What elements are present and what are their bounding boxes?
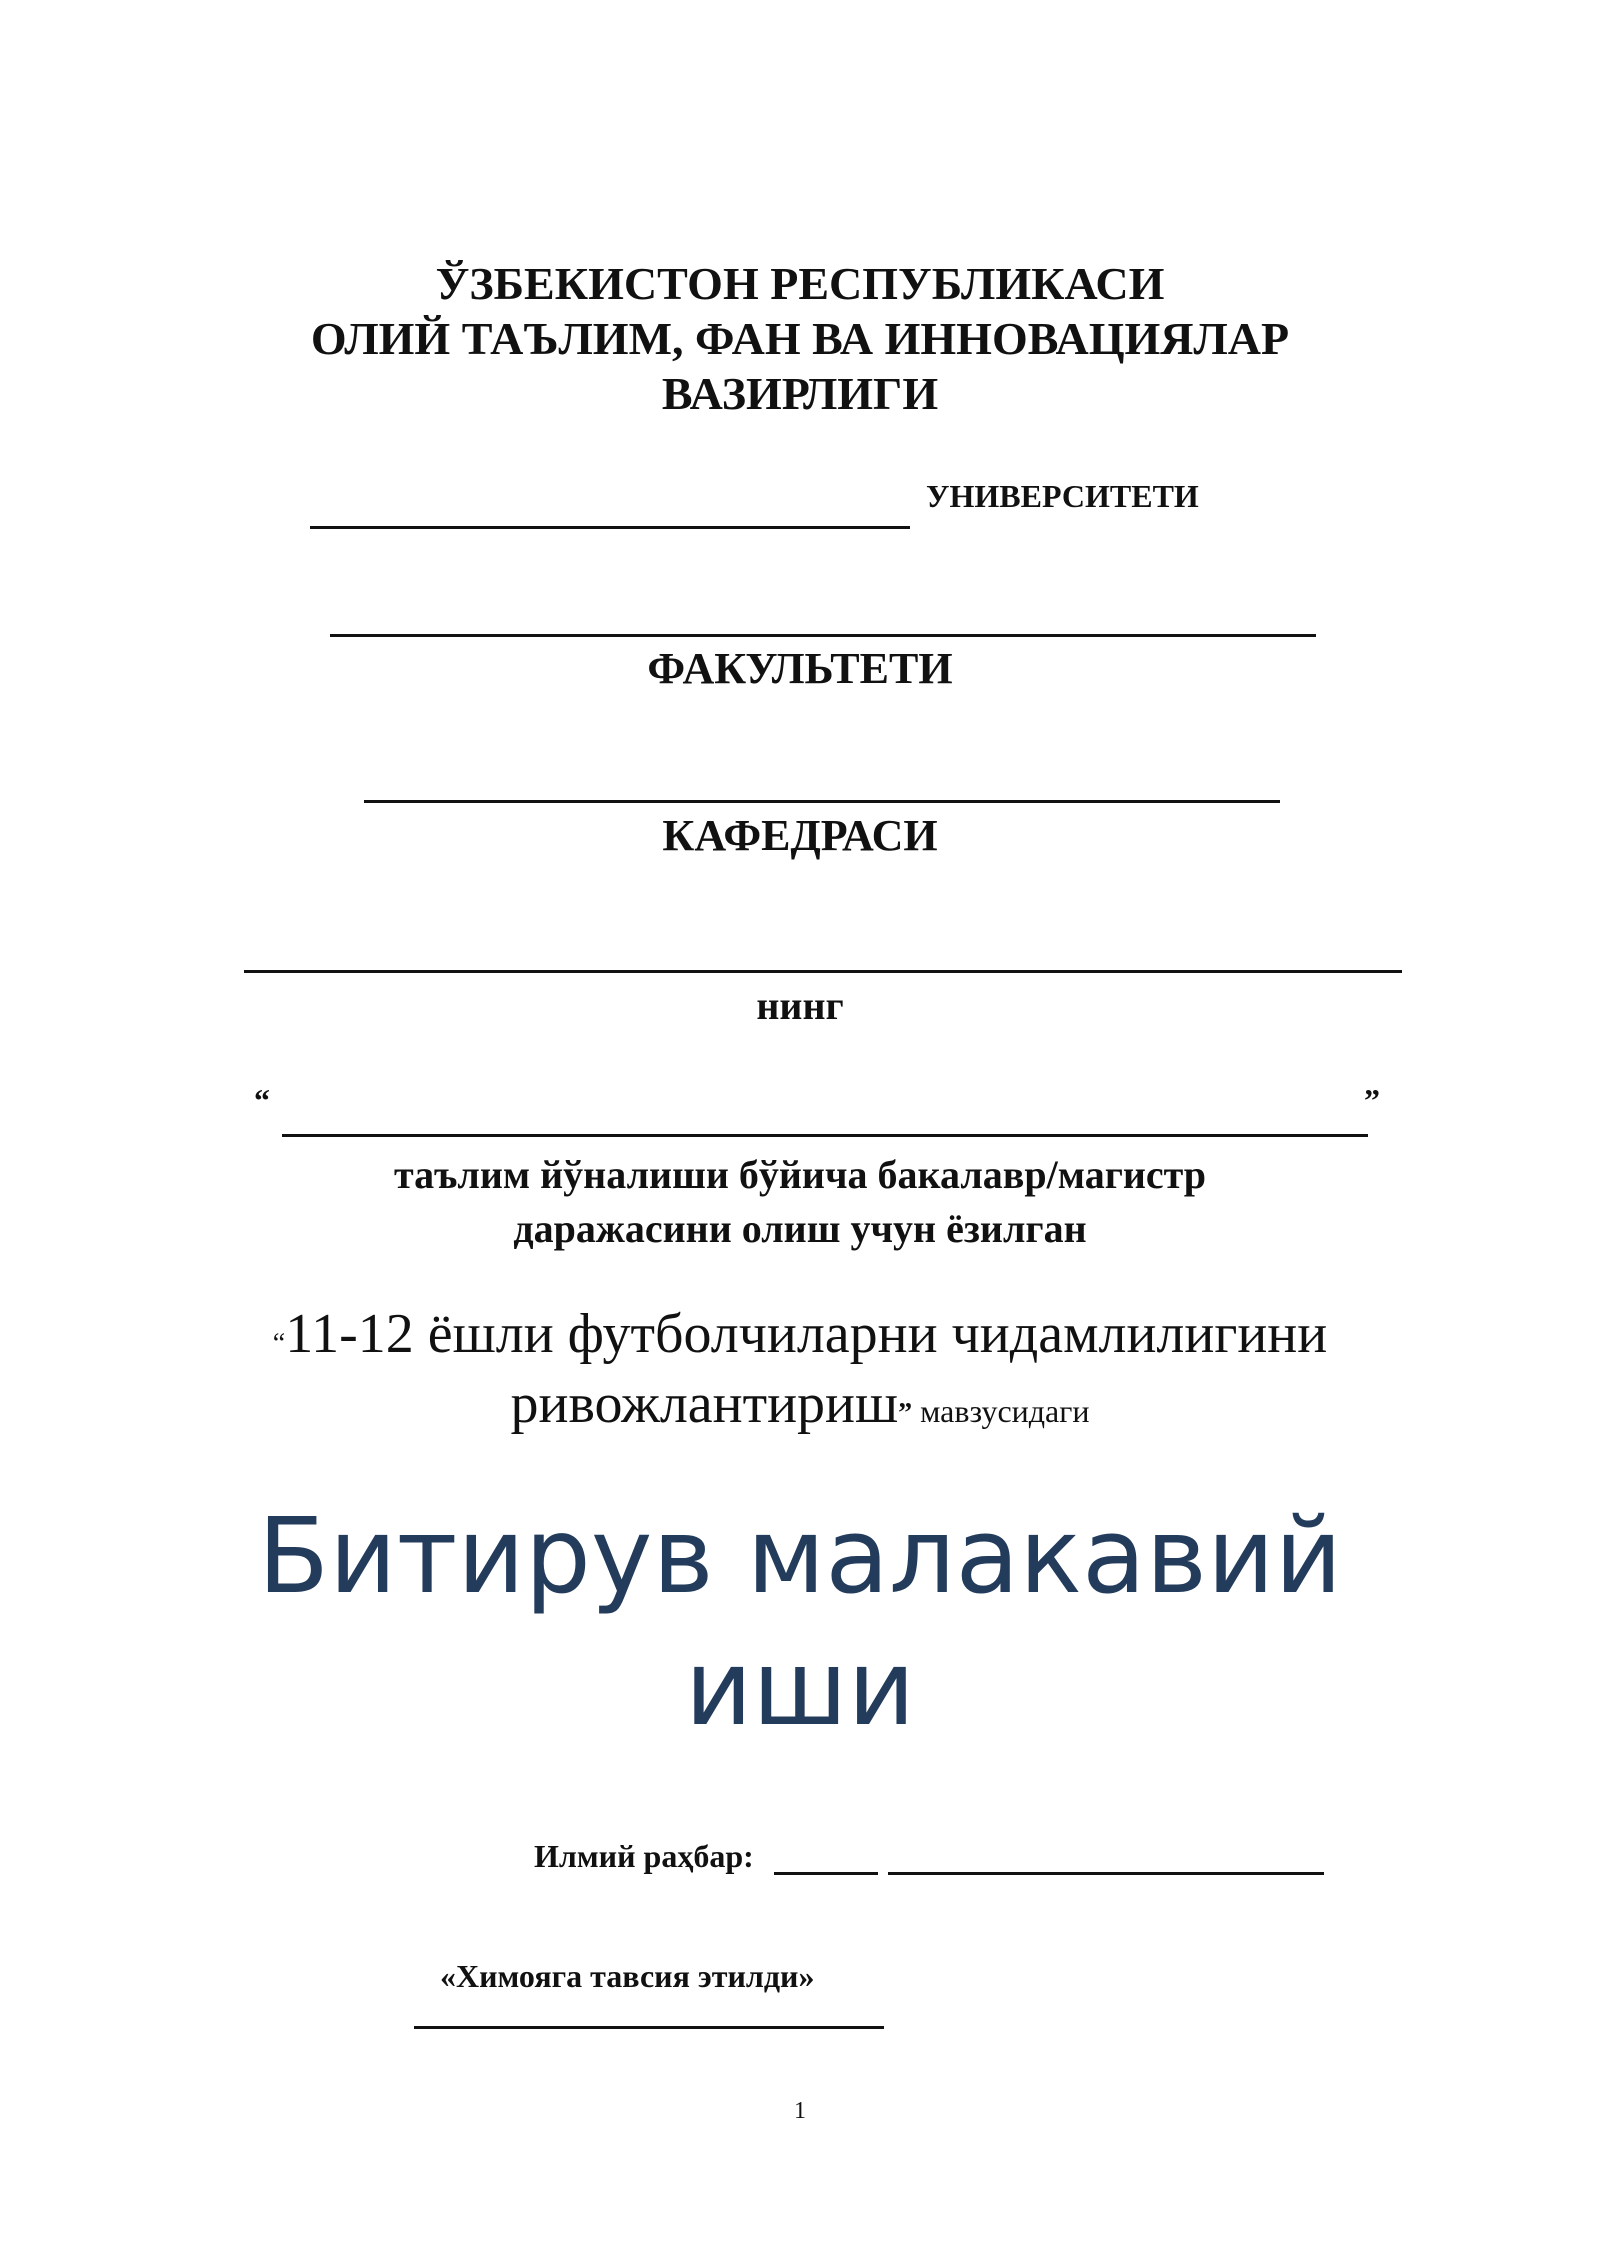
student-suffix: нинг (756, 983, 844, 1028)
direction-blank (282, 1134, 1368, 1137)
topic-open-quote: “ (272, 1328, 286, 1359)
topic-close-quote: ” (898, 1398, 913, 1429)
faculty-blank (330, 634, 1316, 637)
header-line-3: ВАЗИРЛИГИ (661, 368, 939, 419)
header-line-2: ОЛИЙ ТАЪЛИМ, ФАН ВА ИННОВАЦИЯЛАР (310, 313, 1290, 364)
topic-text-2: ривожлантириш (510, 1373, 899, 1435)
student-blank (244, 970, 1402, 973)
department-blank (364, 800, 1280, 803)
supervisor-blank-short (774, 1872, 878, 1875)
faculty-label: ФАКУЛЬТЕТИ (647, 644, 953, 693)
page-number: 1 (794, 2098, 806, 2124)
topic-line-2 (0, 1368, 1600, 1450)
direction-line-1: таълим йўналиши бўйича бакалавр/магистр (393, 1152, 1207, 1197)
university-blank (310, 526, 910, 529)
supervisor-blank-long (888, 1872, 1324, 1875)
direction-open-quote: “ (254, 1082, 270, 1118)
direction-line-2: даражасини олиш учун ёзилган (513, 1206, 1087, 1251)
topic-text-1: 11-12 ёшли футболчиларни чидамлилигини (285, 1303, 1328, 1365)
title-line-2: иши (684, 1627, 916, 1749)
supervisor-label: Илмий раҳбар: (534, 1838, 754, 1874)
direction-close-quote: ” (1364, 1082, 1380, 1118)
department-label: КАФЕДРАСИ (662, 811, 938, 860)
topic-suffix: мавзусидаги (912, 1393, 1090, 1429)
title-line-1: Битирув малакавий (257, 1495, 1343, 1617)
recommendation-label: «Химояга тавсия этилди» (440, 1958, 815, 1994)
header-line-1: ЎЗБЕКИСТОН РЕСПУБЛИКАСИ (435, 258, 1165, 309)
recommendation-blank (414, 2026, 884, 2029)
university-label: УНИВЕРСИТЕТИ (926, 478, 1199, 514)
